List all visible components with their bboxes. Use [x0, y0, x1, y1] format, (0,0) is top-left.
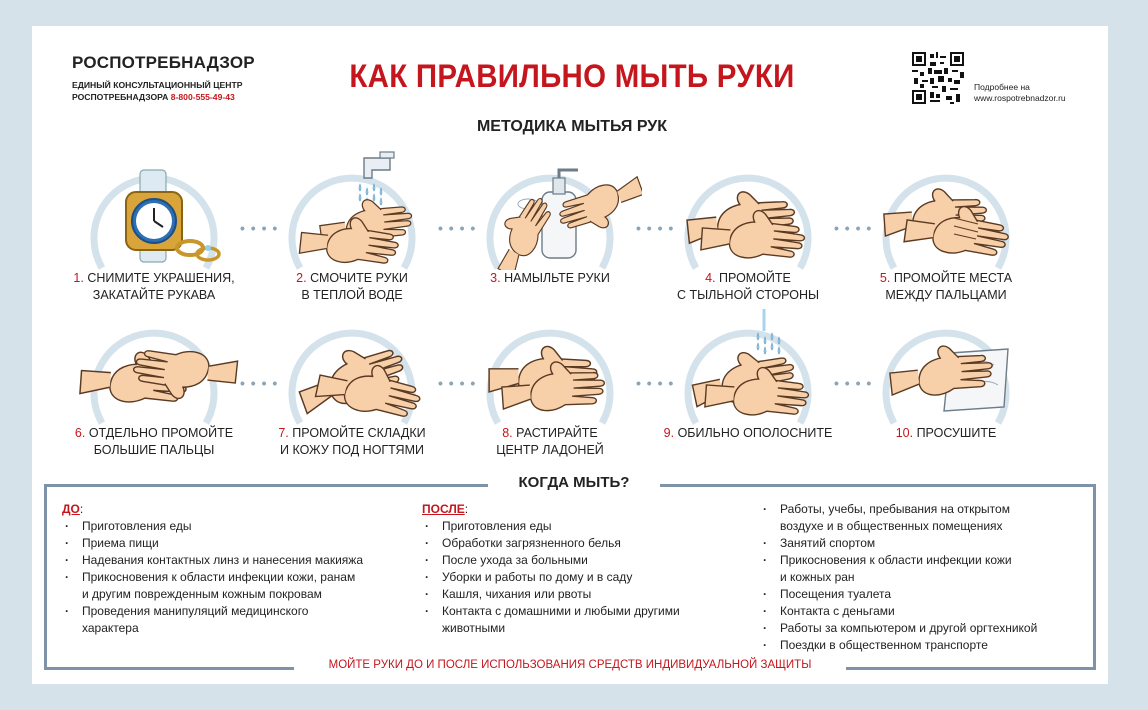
dotted-connector: • • • •: [240, 375, 279, 391]
list-item: · Надевания контактных линз и нанесения макияжа: [62, 552, 402, 569]
step-caption: [458, 425, 642, 459]
faucet-hands-icon: [260, 148, 444, 270]
fingertips-icon: [260, 303, 444, 425]
towel-dry-icon: [854, 303, 1038, 425]
step-caption: [854, 425, 1038, 442]
step-label-line1: НАМЫЛЬТЕ РУКИ: [504, 271, 610, 285]
after-more-list: [760, 501, 1090, 654]
step-6: [62, 303, 246, 459]
org-subtitle: [72, 79, 255, 103]
step-3: [458, 148, 642, 287]
after-heading: ПОСЛЕ: [422, 502, 465, 516]
thumb-wash-icon: [62, 303, 246, 425]
list-item: · Контакта с домашними и любыми другими: [422, 603, 762, 620]
org-line1: ЕДИНЫЙ КОНСУЛЬТАЦИОННЫЙ ЦЕНТР: [72, 80, 243, 90]
list-item: · Приготовления еды: [62, 518, 402, 535]
soap-dispenser-icon: [458, 148, 642, 270]
more-info: Подробнее на www.rospotrebnadzor.ru: [974, 82, 1066, 103]
step-9: [656, 303, 840, 442]
list-item: · Приготовления еды: [422, 518, 762, 535]
list-item: характера: [82, 621, 139, 635]
page-title: КАК ПРАВИЛЬНО МЫТЬ РУКИ: [349, 58, 795, 94]
step-label-line1: ПРОСУШИТЕ: [916, 426, 997, 440]
after-column: ПОСЛЕ: · Приготовления еды · Обработки загрязненного белья · После ухода за больными · Уборки и работы по дому и в саду · Кашля, чихания или рвоты · Контакта с домашними и любыми другими животными: [422, 501, 762, 637]
list-item: и другим поврежденным кожным покровам: [82, 587, 322, 601]
step-1: [62, 148, 246, 304]
step-number: 7.: [278, 426, 289, 440]
list-item: · Прикосновения к области инфекции кожи, ранам: [62, 569, 402, 586]
step-caption: [62, 270, 246, 304]
list-item: · Работы за компьютером и другой оргтехникой: [760, 620, 1090, 637]
step-label-line1: СМОЧИТЕ РУКИ: [310, 271, 408, 285]
before-heading: ДО: [62, 502, 80, 516]
after-list: [422, 518, 762, 637]
step-number: 4.: [705, 271, 716, 285]
step-caption: [62, 425, 246, 459]
dotted-connector: • • • •: [636, 375, 675, 391]
list-item: · Обработки загрязненного белья: [422, 535, 762, 552]
before-list: [62, 518, 402, 637]
list-item: · Приема пищи: [62, 535, 402, 552]
website-link[interactable]: www.rospotrebnadzor.ru: [974, 93, 1066, 103]
org-line2: РОСПОТРЕБНАДЗОРА: [72, 92, 169, 102]
step-number: 10.: [895, 426, 914, 440]
org-name: РОСПОТРЕБНАДЗОР: [72, 53, 255, 72]
step-caption: [260, 425, 444, 459]
dotted-connector: • • • •: [834, 220, 873, 236]
before-column: ДО: · Приготовления еды · Приема пищи · Надевания контактных линз и нанесения макияжа · Прикосновения к области инфекции кожи, ранам и другим поврежденным кожным покровам · Проведения манипуляций медицинского характера: [62, 501, 402, 637]
list-item: · Посещения туалета: [760, 586, 1090, 603]
step-label-line1: ОБИЛЬНО ОПОЛОСНИТЕ: [677, 426, 833, 440]
step-label-line1: ПРОМОЙТЕ МЕСТА: [893, 271, 1013, 285]
step-label-line2: БОЛЬШИЕ ПАЛЬЦЫ: [93, 443, 215, 457]
list-item: · После ухода за больными: [422, 552, 762, 569]
step-label-line1: СНИМИТЕ УКРАШЕНИЯ,: [87, 271, 235, 285]
list-item: · Проведения манипуляций медицинского: [62, 603, 402, 620]
step-label-line1: ПРОМОЙТЕ СКЛАДКИ: [292, 426, 426, 440]
org-block: [72, 53, 255, 103]
step-number: 1.: [73, 271, 84, 285]
list-item: · Работы, учебы, пребывания на открытом: [760, 501, 1090, 518]
step-label-line2: ЗАКАТАЙТЕ РУКАВА: [92, 288, 216, 302]
step-caption: [656, 425, 840, 442]
list-item: животными: [442, 621, 506, 635]
when-title: КОГДА МЫТЬ?: [518, 474, 630, 491]
step-number: 9.: [663, 426, 675, 440]
after-more-column: [760, 501, 1090, 654]
step-2: [260, 148, 444, 304]
watch-and-rings-icon: [62, 148, 246, 270]
dotted-connector: • • • •: [636, 220, 675, 236]
interlaced-fingers-icon: [854, 148, 1038, 270]
palm-rub-icon: [458, 303, 642, 425]
hotline-phone: 8-800-555-49-43: [170, 92, 235, 102]
qr-code-icon: [912, 52, 964, 104]
list-item: · Уборки и работы по дому и в саду: [422, 569, 762, 586]
step-5: [854, 148, 1038, 304]
step-8: [458, 303, 642, 459]
back-of-hand-icon: [656, 148, 840, 270]
step-10: [854, 303, 1038, 442]
method-title: МЕТОДИКА МЫТЬЯ РУК: [476, 118, 668, 135]
step-caption: [260, 270, 444, 304]
dotted-connector: • • • •: [834, 375, 873, 391]
list-item: · Кашля, чихания или рвоты: [422, 586, 762, 603]
dotted-connector: • • • •: [240, 220, 279, 236]
step-label-line2: МЕЖДУ ПАЛЬЦАМИ: [885, 288, 1007, 302]
step-number: 3.: [490, 271, 501, 285]
step-caption: [656, 270, 840, 304]
step-label-line1: РАСТИРАЙТЕ: [516, 426, 598, 440]
step-label-line2: ЦЕНТР ЛАДОНЕЙ: [496, 443, 604, 457]
list-item: · Контакта с деньгами: [760, 603, 1090, 620]
step-number: 6.: [74, 426, 86, 440]
step-7: [260, 303, 444, 459]
step-4: [656, 148, 840, 304]
dotted-connector: • • • •: [438, 220, 477, 236]
list-item: · Прикосновения к области инфекции кожи: [760, 552, 1090, 569]
list-item: · Занятий спортом: [760, 535, 1090, 552]
rinse-icon: [656, 303, 840, 425]
poster: [32, 26, 1108, 684]
step-caption: [458, 270, 642, 287]
step-number: 5.: [879, 271, 891, 285]
list-item: воздухе и в общественных помещениях: [780, 519, 1003, 533]
step-label-line1: ОТДЕЛЬНО ПРОМОЙТЕ: [88, 426, 234, 440]
step-number: 2.: [296, 271, 307, 285]
footer-slogan: МОЙТЕ РУКИ ДО И ПОСЛЕ ИСПОЛЬЗОВАНИЯ СРЕДСТВ ИНДИВИДУАЛЬНОЙ ЗАЩИТЫ: [328, 659, 812, 671]
list-item: · Поездки в общественном транспорте: [760, 637, 1090, 654]
step-label-line2: В ТЕПЛОЙ ВОДЕ: [301, 288, 403, 302]
dotted-connector: • • • •: [438, 375, 477, 391]
step-caption: [854, 270, 1038, 304]
step-label-line2: С ТЫЛЬНОЙ СТОРОНЫ: [676, 288, 820, 302]
step-label-line1: ПРОМОЙТЕ: [719, 271, 791, 285]
step-label-line2: И КОЖУ ПОД НОГТЯМИ: [280, 443, 424, 457]
list-item: и кожных ран: [780, 570, 855, 584]
step-number: 8.: [502, 426, 513, 440]
